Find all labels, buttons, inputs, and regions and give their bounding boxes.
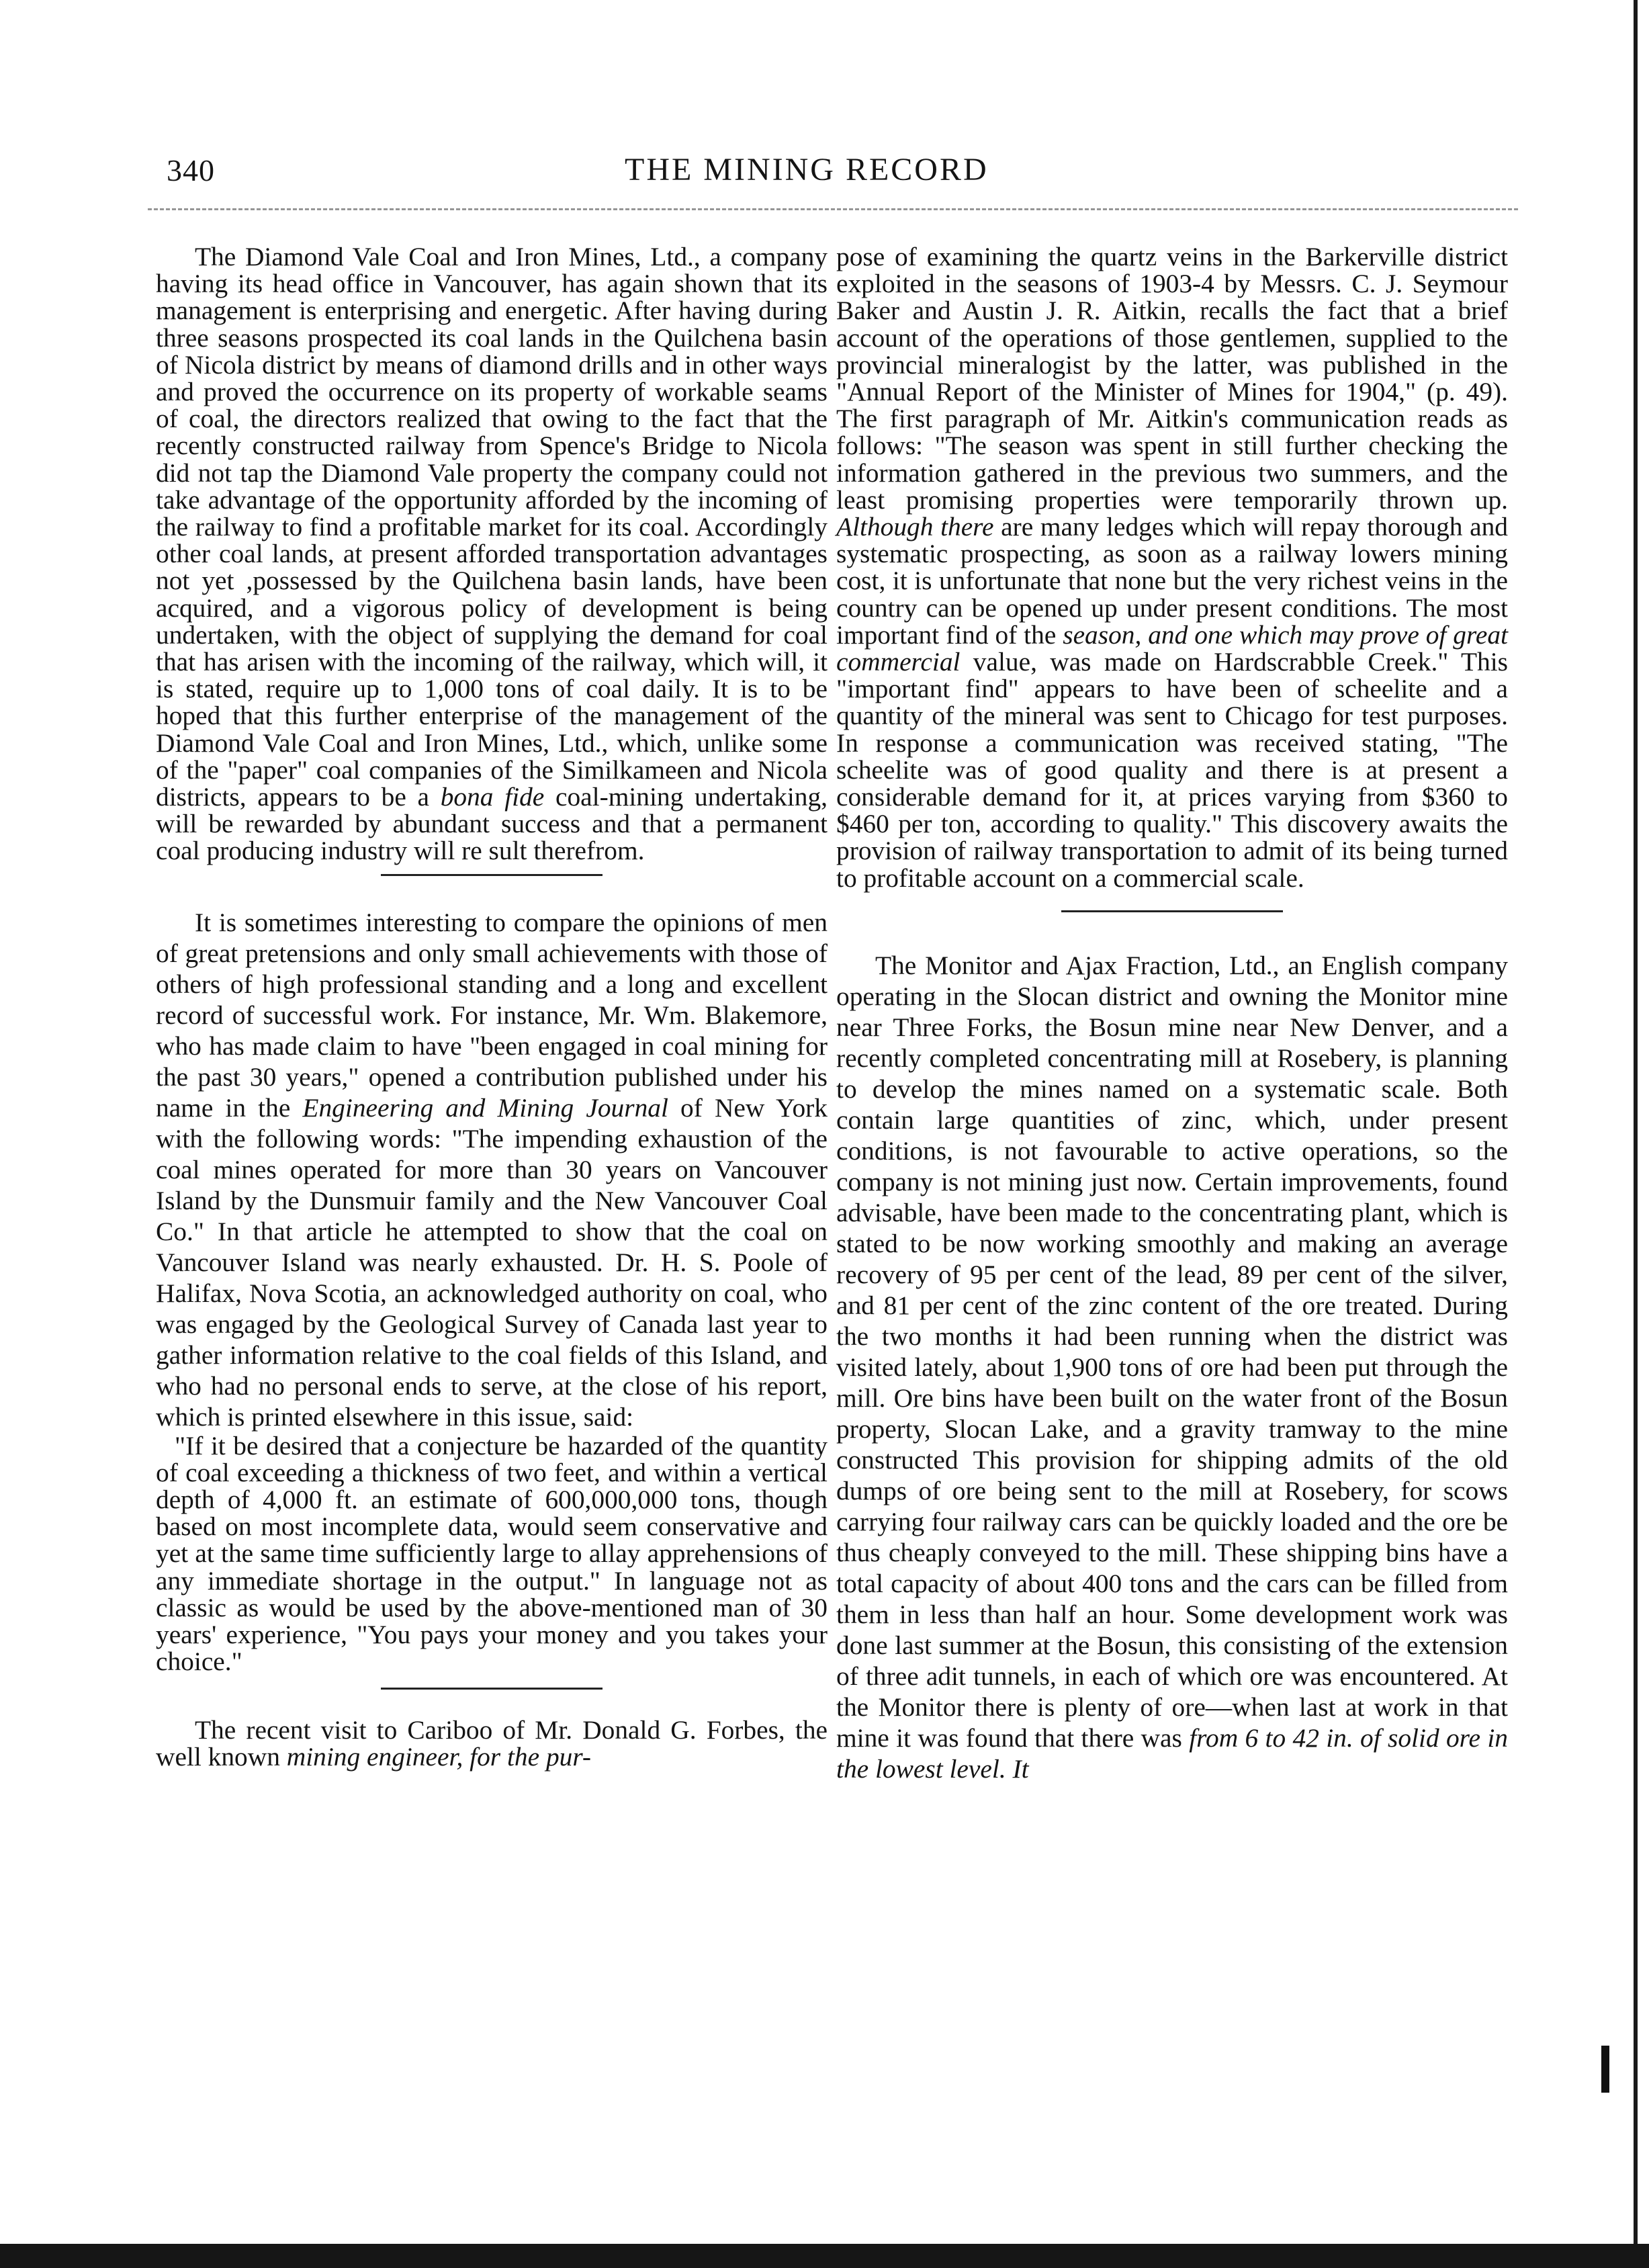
text-span: pose of examining the quartz veins in the Barkerville district exploited in the seasons of 1903-4 by Messrs. C. J. Seymour Baker and Austin J. R. Aitkin, recalls the fact that a brief account of the operations of those gentlemen, supplied to the provincial mineralogist by the latter, was published in the "Annual Report of the Minister of Mines for 1904," (p. 49). The first paragraph of Mr. Aitkin's communication reads as follows: "The season was spent in still further checking the information gathered in the previous two summers, and the least promising properties were temporarily thrown up. bbox=[836, 242, 1508, 515]
italic-phrase: from 6 to 42 in. of solid ore in the lowest level. It bbox=[836, 1722, 1508, 1784]
section-divider bbox=[381, 874, 603, 876]
journal-title: THE MINING RECORD bbox=[625, 152, 989, 187]
italic-phrase: mining engineer, for the pur- bbox=[286, 1741, 591, 1772]
section-divider bbox=[1061, 910, 1283, 912]
italic-phrase: bona fide bbox=[440, 782, 545, 812]
article-monitor-ajax bbox=[836, 950, 1508, 1784]
article-forbes-continued bbox=[836, 243, 1508, 891]
left-column bbox=[156, 243, 828, 1770]
text-span: value, was made on Hardscrabble Creek." This "important find" appears to have been of scheelite and a quantity of the mineral was sent to Chicago for test purposes. In response a communication was received stating, "The scheelite was of good quality and there is at present a considerable demand for it, at prices varying from $360 to $460 per ton, according to quality." This discovery awaits the provision of railway transportation to admit of its being turned to profitable account on a commercial scale. bbox=[836, 647, 1508, 893]
page-number: 340 bbox=[167, 153, 215, 187]
poole-quotation: "If it be desired that a conjecture be hazarded of the quantity of coal exceeding a thickness of two feet, and within a vertical depth of 4,000 ft. an estimate of 600,000,000 tons, though based on most incomplete data, would seem conservative and yet at the same time sufficiently large to allay apprehensions of any immediate shortage in the output." In language not as classic as would be used by the above-mentioned man of 30 years' experience, "You pays your money and you takes your choice." bbox=[156, 1430, 828, 1677]
italic-phrase: Although there bbox=[836, 512, 994, 542]
text-span: The Monitor and Ajax Fraction, Ltd., an English company operating in the Slocan district and owning the Monitor mine near Three Forks, the Bosun mine near New Denver, and a recently completed concentrating mill at Rosebery, is planning to develop the mines named on a systematic scale. Both contain large quantities of zinc, which, under present conditions, is not favourable to active operations, so the company is not mining just now. Certain improvements, found advisable, have been made to the concentrating plant, which is stated to be now working smoothly and making an average recovery of 95 per cent of the lead, 89 per cent of the silver, and 81 per cent of the zinc content of the ore treated. During the two months it had been running when the district was visited lately, about 1,900 tons of ore had been put through the mill. Ore bins have been built on the water front of the Bosun property, Slocan Lake, and a gravity tramway to the mine constructed This provision for shipping admits of the old dumps of ore being sent to the mill at Rosebery, for scows carrying four railway cars can be quickly loaded and the ore be thus cheaply conveyed to the mill. These shipping bins have a total capacity of about 400 tons and the cars can be filled from them in less than half an hour. Some development work was done last summer at the Bosun, this consisting of the extension of three adit tunnels, in each of which ore was encountered. At the Monitor there is plenty of ore—when last at work in that mine it was found that there was bbox=[836, 950, 1508, 1753]
italic-phrase: season, and one which may prove of great commercial bbox=[836, 619, 1508, 677]
header-rule bbox=[148, 208, 1518, 210]
journal-name: Engineering and Mining Journal bbox=[302, 1092, 668, 1123]
right-column bbox=[836, 243, 1508, 1784]
text-span: The recent visit to Cariboo of Mr. Donald G. Forbes, the well known bbox=[156, 1714, 828, 1772]
text-span: It is sometimes interesting to compare the opinions of men of great pretensions and only small achievements with those of others of high professional standing and a long and excellent record of successful work. For instance, Mr. Wm. Blakemore, who has made claim to have "been engaged in coal mining for the past 30 years," opened a contribution published under his name in the bbox=[156, 907, 828, 1123]
text-span: The Diamond Vale Coal and Iron Mines, Ltd., a company having its head office in Vancouver, has again shown that its management is enterprising and energetic. After having during three seasons prospected its coal lands in the Quilchena basin of Nicola district by means of diamond drills and in other ways and proved the occurrence on its property of workable seams of coal, the directors realized that owing to the fact that the recently constructed railway from Spence's Bridge to Nicola did not tap the Diamond Vale property the company could not take advantage of the opportunity afforded by the incoming of the railway to find a profitable market for its coal. Accordingly other coal lands, at present afforded transportation advantages not yet ,possessed by the Quilchena basin lands, have been acquired, and a vigorous policy of development is being undertaken, with the object of supplying the demand for coal that has arisen with the incoming of the railway, which will, it is stated, require up to 1,000 tons of coal daily. It is to be hoped that this further enterprise of the management of the Diamond Vale Coal and Iron Mines, Ltd., which, unlike some of the "paper" coal companies of the Similkameen and Nicola districts, appears to be a bbox=[156, 242, 828, 812]
scan-mark bbox=[1601, 2046, 1609, 2093]
section-divider bbox=[381, 1688, 603, 1690]
page-header bbox=[161, 144, 1511, 198]
text-span: are many ledges which will repay thorough and systematic prospecting, as soon as a railway lowers mining cost, it is unfortunate that none but the very richest veins in the country can be opened up under present conditions. The most important find of the bbox=[836, 512, 1509, 650]
article-diamond-vale bbox=[156, 243, 828, 865]
scan-edge-right bbox=[1634, 0, 1638, 2268]
article-blakemore bbox=[156, 907, 828, 1432]
text-span: coal-mining undertaking, will be rewarded by abundant success and that a permanent coal producing industry will re sult therefrom. bbox=[156, 782, 828, 866]
text-span: of New York with the following words: "The impending exhaustion of the coal mines operated for more than 30 years on Vancouver Island by the Dunsmuir family and the New Vancouver Coal Co." In that article he attempted to show that the coal on Vancouver Island was nearly exhausted. Dr. H. S. Poole of Halifax, Nova Scotia, an acknowledged authority on coal, who was engaged by the Geological Survey of Canada last year to gather information relative to the coal fields of this Island, and who had no personal ends to serve, at the close of his report, which is printed elsewhere in this issue, said: bbox=[156, 1092, 828, 1432]
scan-edge-bottom bbox=[0, 2244, 1649, 2268]
article-forbes-start bbox=[156, 1716, 828, 1770]
